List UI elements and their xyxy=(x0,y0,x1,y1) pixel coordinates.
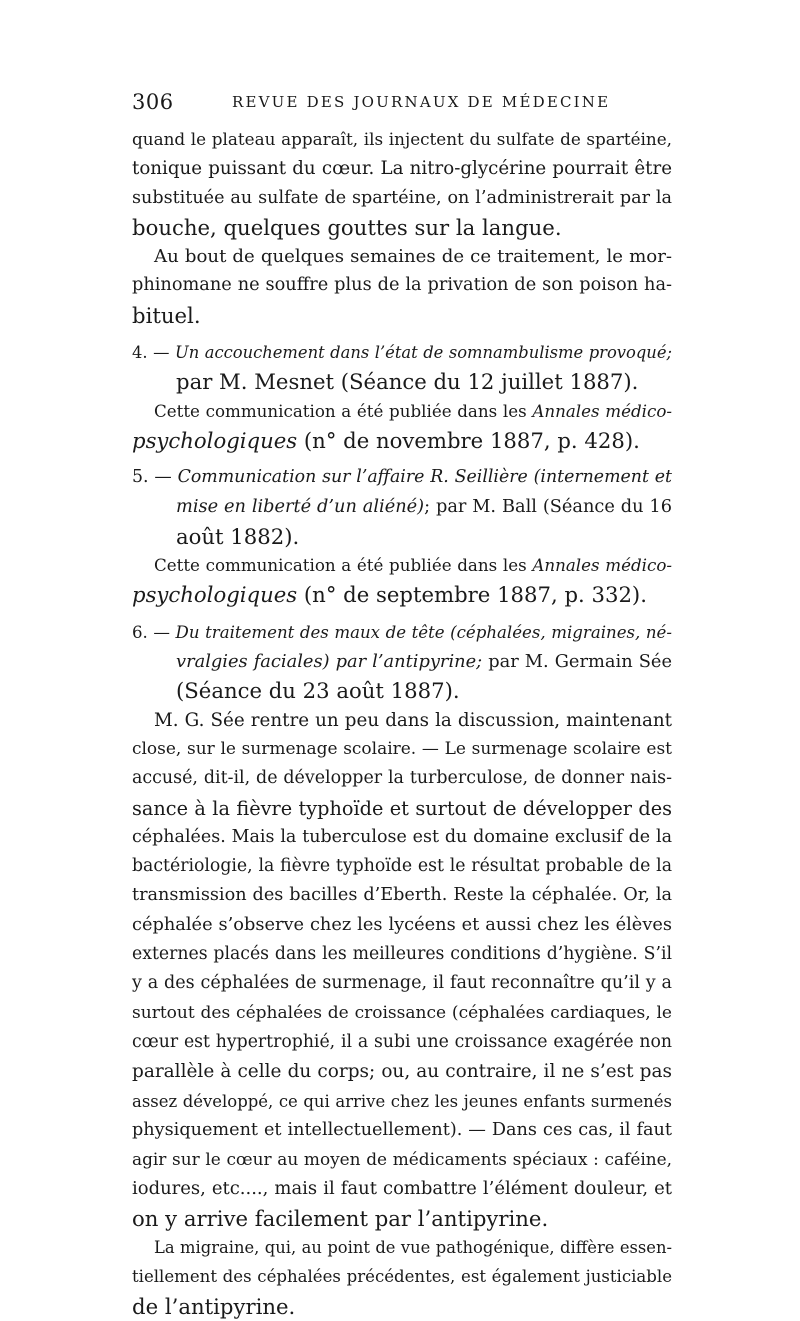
text-line: Cette communication a été publiée dans les Annales médico- xyxy=(154,400,673,421)
text-line: céphalées. Mais la tuberculose est du domaine exclusif de la xyxy=(132,826,672,847)
text-line: vralgies faciales) par l’antipyrine; par M. Germain Sée xyxy=(176,651,672,673)
text-line: par M. Mesnet (Séance du 12 juillet 1887). xyxy=(176,369,639,395)
text-line: surtout des céphalées de croissance (céphalées cardiaques, le xyxy=(132,1002,672,1023)
text-line: phinomane ne souffre plus de la privation de son poison ha- xyxy=(132,275,672,296)
numbered-item-heading: 4. — Un accouchement dans l’état de somnambulisme provoqué; xyxy=(132,343,672,363)
text-line: assez développé, ce qui arrive chez les jeunes enfants surmenés xyxy=(132,1091,672,1111)
text-line: quand le plateau apparaît, ils injectent du sulfate de spartéine, xyxy=(132,129,672,149)
text-line: Au bout de quelques semaines de ce traitement, le mor- xyxy=(154,246,672,268)
text-line: céphalée s’observe chez les lycéens et aussi chez les élèves xyxy=(132,914,672,935)
text-line: agir sur le cœur au moyen de médicaments spéciaux : caféine, xyxy=(132,1149,672,1170)
text-line: bactériologie, la fièvre typhoïde est le résultat probable de la xyxy=(132,856,672,877)
text-line: bouche, quelques gouttes sur la langue. xyxy=(132,214,562,240)
text-line: accusé, dit-il, de développer la turberculose, de donner nais- xyxy=(132,768,672,789)
text-line: on y arrive facilement par l’antipyrine. xyxy=(132,1205,549,1231)
text-line: physiquement et intellectuellement). — Dans ces cas, il faut xyxy=(132,1119,672,1140)
text-line: substituée au sulfate de spartéine, on l’administrerait par la xyxy=(132,187,672,208)
text-line: transmission des bacilles d’Eberth. Reste la céphalée. Or, la xyxy=(132,885,672,906)
text-line: cœur est hypertrophié, il a subi une croissance exagérée non xyxy=(132,1031,672,1052)
numbered-item-heading: 6. — Du traitement des maux de tête (céphalées, migraines, né- xyxy=(132,622,672,642)
text-line: externes placés dans les meilleures conditions d’hygiène. S’il xyxy=(132,944,672,965)
text-line: close, sur le surmenage scolaire. — Le surmenage scolaire est xyxy=(132,738,672,759)
numbered-item-heading: 5. — Communication sur l’affaire R. Seillière (internement et xyxy=(132,467,672,488)
text-line: La migraine, qui, au point de vue pathogénique, diffère essen- xyxy=(154,1237,672,1257)
text-line: tiellement des céphalées précédentes, est également justiciable xyxy=(132,1267,672,1287)
text-line: iodures, etc...., mais il faut combattre l’élément douleur, et xyxy=(132,1178,672,1200)
text-line: psychologiques (n° de septembre 1887, p. 332). xyxy=(132,582,647,608)
article-body xyxy=(132,125,672,1321)
text-line: août 1882). xyxy=(176,523,300,549)
page-header xyxy=(132,90,672,120)
text-line: (Séance du 23 août 1887). xyxy=(176,678,460,704)
running-title: REVUE DES JOURNAUX DE MÉDECINE xyxy=(232,93,611,111)
text-line: bituel. xyxy=(132,302,201,328)
text-line: psychologiques (n° de novembre 1887, p. 428). xyxy=(132,427,640,453)
text-line: Cette communication a été publiée dans les Annales médico- xyxy=(154,555,673,576)
text-line: sance à la fièvre typhoïde et surtout de développer des xyxy=(132,796,672,820)
text-line: mise en liberté d’un aliéné); par M. Ball (Séance du 16 xyxy=(176,496,672,517)
page-number: 306 xyxy=(132,90,174,114)
text-line: parallèle à celle du corps; ou, au contraire, il ne s’est pas xyxy=(132,1061,672,1083)
text-line: tonique puissant du cœur. La nitro-glycérine pourrait être xyxy=(132,158,672,180)
text-line: y a des céphalées de surmenage, il faut reconnaître qu’il y a xyxy=(132,973,672,994)
text-line: de l’antipyrine. xyxy=(132,1293,296,1319)
text-line: M. G. Sée rentre un peu dans la discussion, maintenant xyxy=(154,709,672,731)
